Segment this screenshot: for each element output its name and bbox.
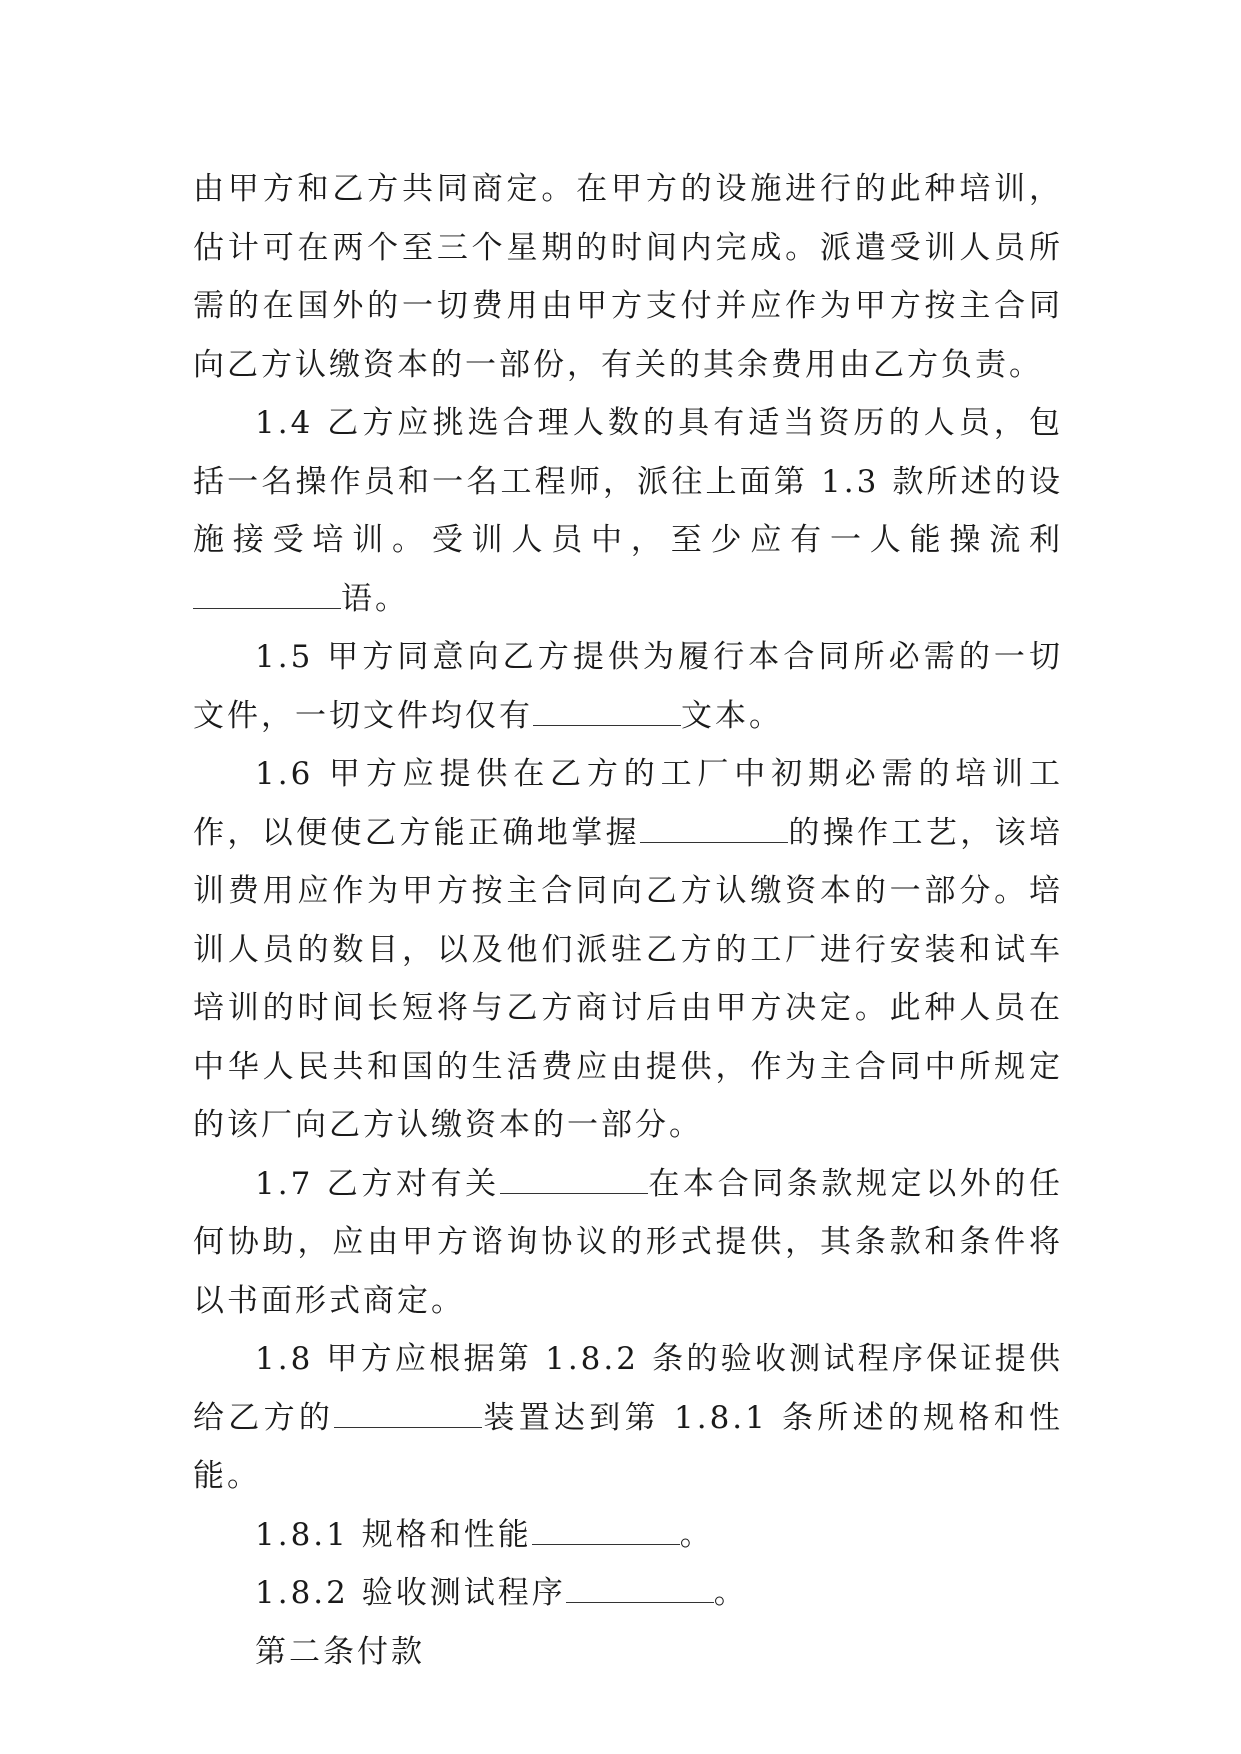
fill-in-blank-specs bbox=[532, 1518, 680, 1545]
clause-1-6 bbox=[193, 745, 1063, 1155]
clause-1-4 bbox=[193, 394, 1063, 628]
clause-1-8 bbox=[193, 1330, 1063, 1506]
fill-in-blank-device bbox=[334, 1401, 482, 1428]
clause-text: 1.5 甲方同意向乙方提供为履行本合同所必需的一切文件，一切文件均仅有 bbox=[193, 639, 1063, 734]
clause-text: 1.4 乙方应挑选合理人数的具有适当资历的人员，包括一名操作员和一名工程师，派往上面第 1.3 款所述的设施接受培训。受训人员中，至少应有一人能操流利 bbox=[193, 405, 1063, 558]
clause-text-end: 语。 bbox=[341, 580, 409, 617]
clause-text: 1.7 乙方对有关 bbox=[255, 1165, 500, 1202]
document-page bbox=[193, 160, 1063, 1681]
clause-text-end: 。 bbox=[679, 1516, 714, 1553]
clause-text: 1.8 甲方应根据第 1.8.2 条的验收测试程序保证提供给乙方的 bbox=[193, 1341, 1063, 1436]
fill-in-blank-language bbox=[193, 582, 341, 609]
clause-text-end: 装置达到第 1.8.1 条所述的规格和性能。 bbox=[193, 1399, 1063, 1494]
clause-text-end: 的操作工艺，该培训费用应作为甲方按主合同向乙方认缴资本的一部分。培训人员的数目，以及他们派驻乙方的工厂进行安装和试车培训的时间长短将与乙方商讨后由甲方决定。此种人员在中华人民共和国的生活费应由提供，作为主合同中所规定的该厂向乙方认缴资本的一部分。 bbox=[193, 814, 1063, 1143]
fill-in-blank-subject bbox=[500, 1167, 648, 1194]
clause-text: 1.6 甲方应提供在乙方的工厂中初期必需的培训工作，以便使乙方能正确地掌握 bbox=[193, 756, 1063, 851]
clause-1-5 bbox=[193, 628, 1063, 745]
fill-in-blank-text-language bbox=[533, 699, 681, 726]
fill-in-blank-test-procedure bbox=[566, 1576, 714, 1603]
article-2-heading: 第二条付款 bbox=[255, 1633, 425, 1670]
clause-text: 1.8.1 规格和性能 bbox=[255, 1516, 532, 1553]
fill-in-blank-process bbox=[640, 816, 788, 843]
clause-1-7 bbox=[193, 1155, 1063, 1331]
clause-1-8-2 bbox=[193, 1564, 1063, 1623]
clause-1-8-1 bbox=[193, 1506, 1063, 1565]
clause-text-end: 在本合同条款规定以外的任何协助，应由甲方谘询协议的形式提供，其条款和条件将以书面形式商定。 bbox=[193, 1165, 1064, 1319]
paragraph-training-cost bbox=[193, 160, 1063, 394]
clause-text-end: 文本。 bbox=[681, 697, 783, 734]
clause-text: 1.8.2 验收测试程序 bbox=[255, 1575, 566, 1611]
paragraph-text: 由甲方和乙方共同商定。在甲方的设施进行的此种培训，估计可在两个至三个星期的时间内完成。派遣受训人员所需的在国外的一切费用由甲方支付并应作为甲方按主合同向乙方认缴资本的一部份，有关的其余费用由乙方负责。 bbox=[193, 171, 1063, 383]
clause-text-end: 。 bbox=[713, 1575, 748, 1611]
